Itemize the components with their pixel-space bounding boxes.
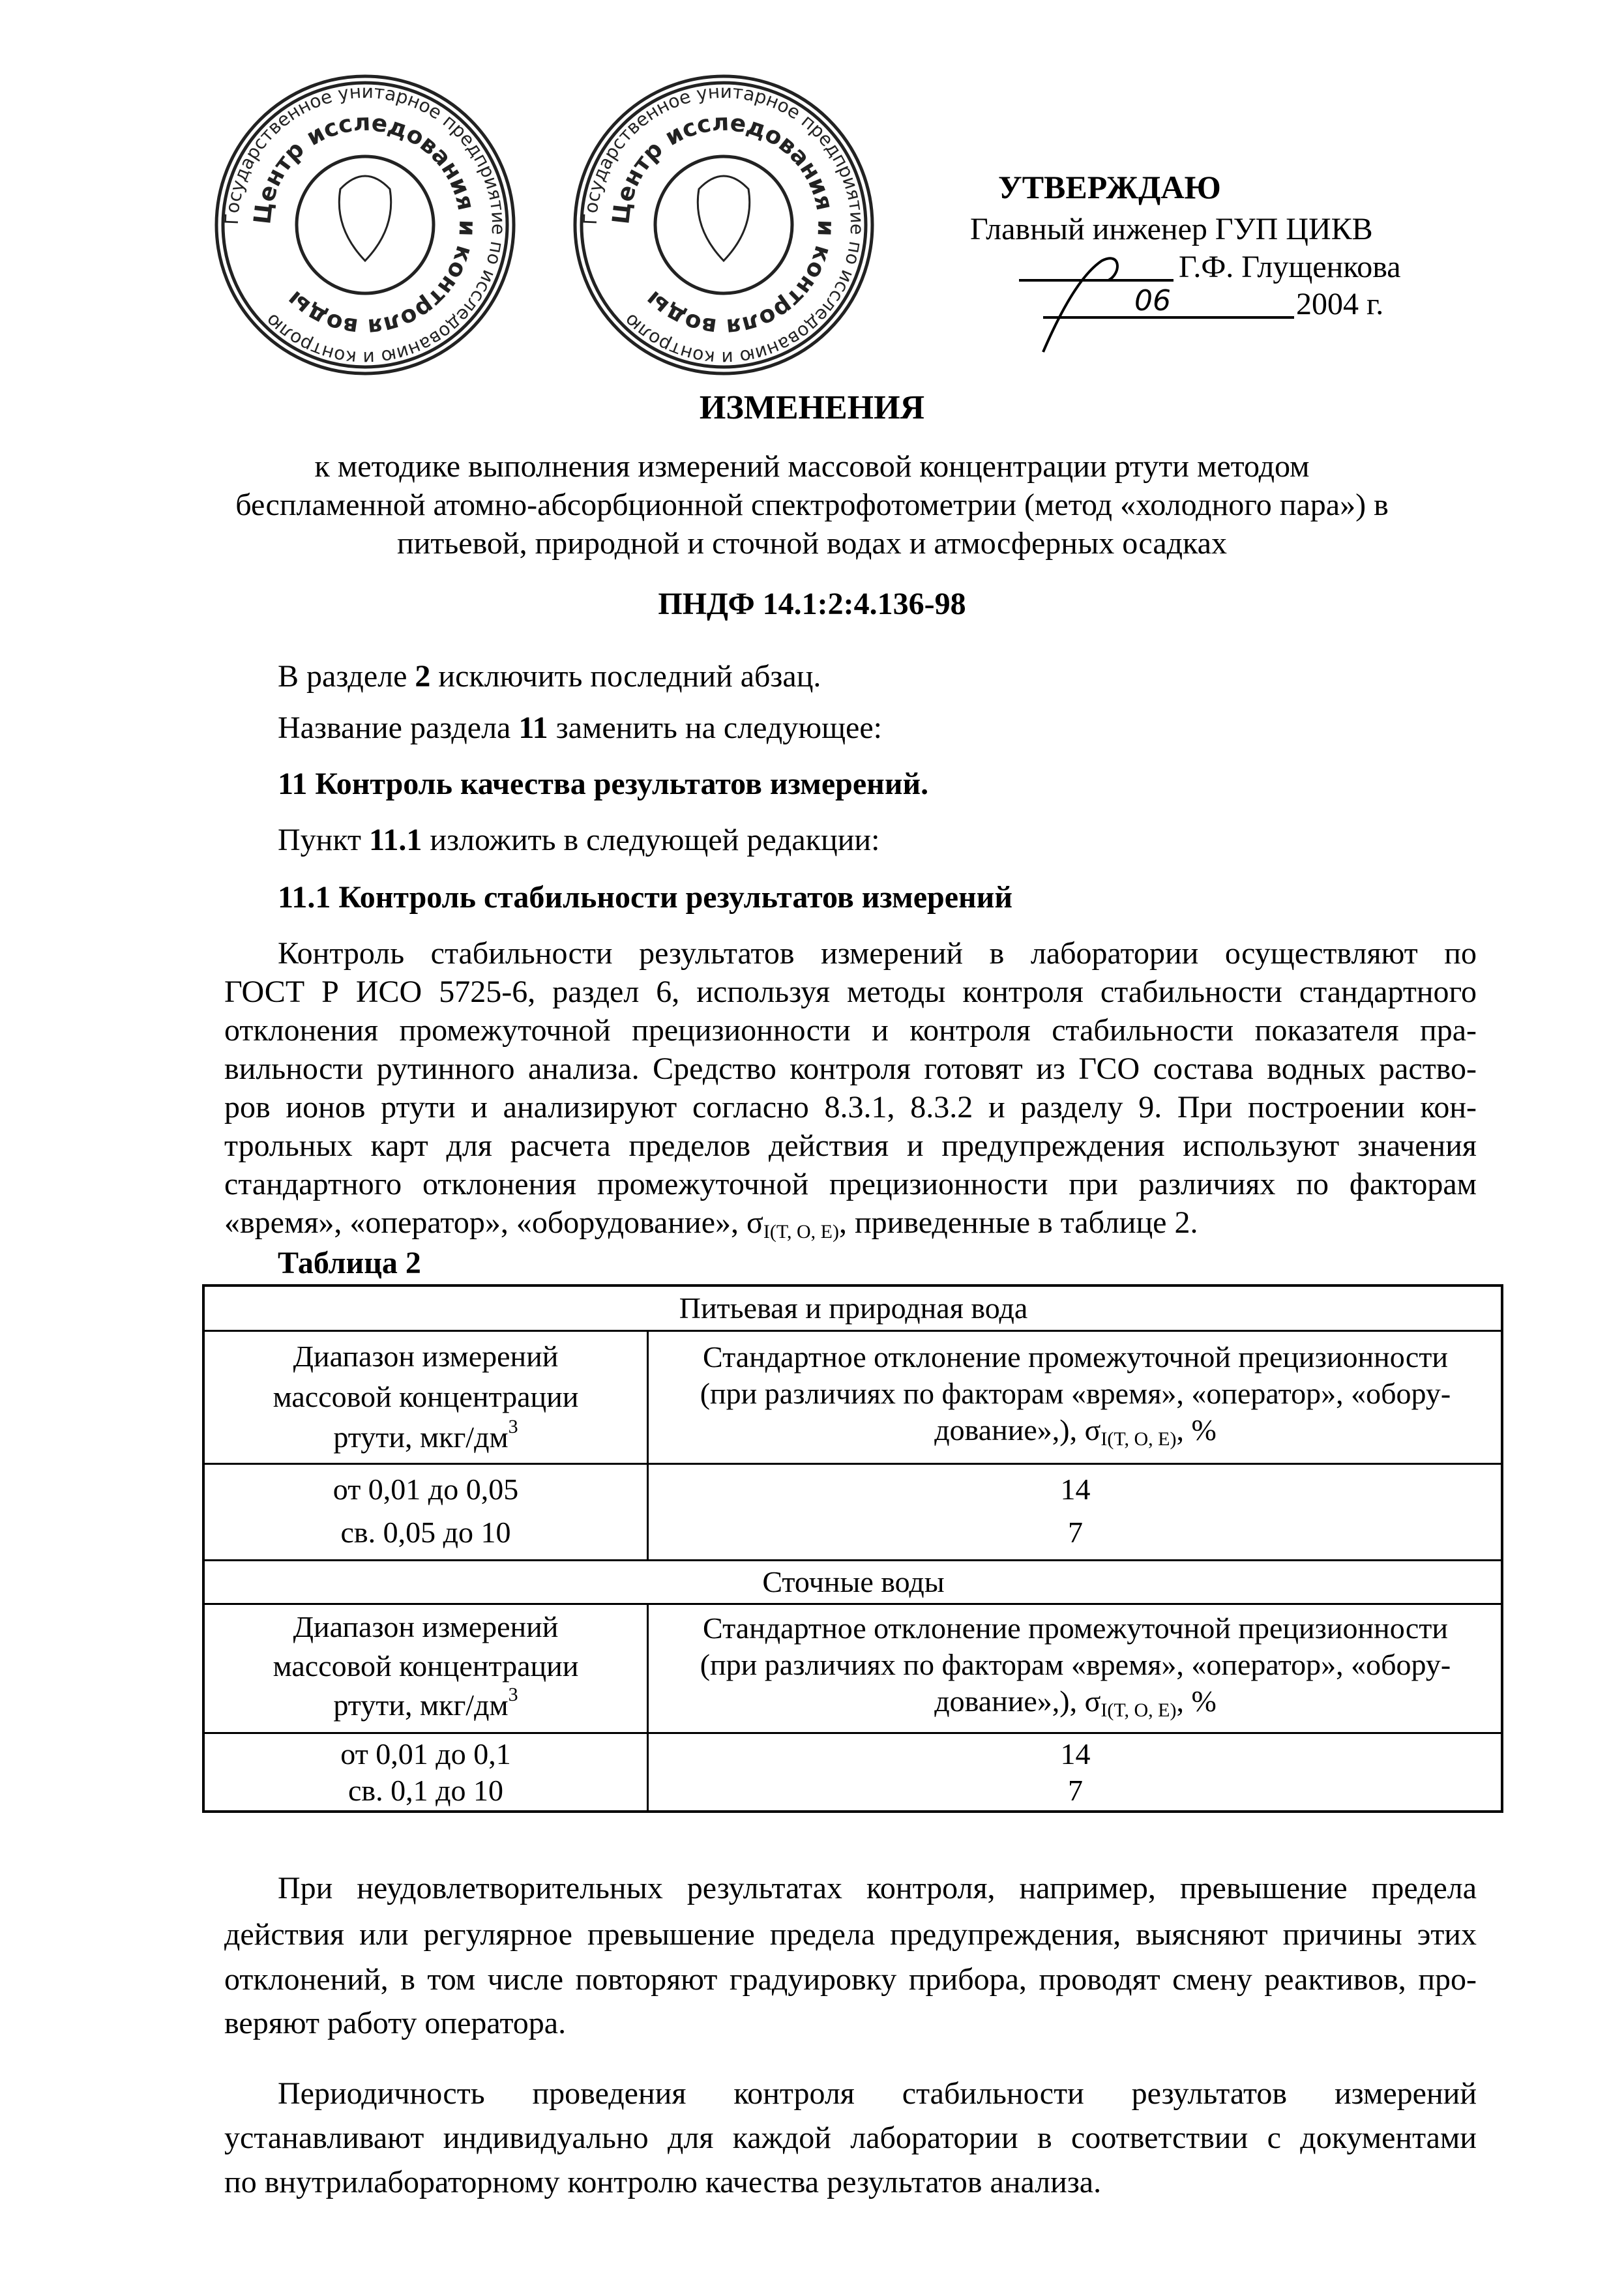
divider [205, 1330, 1501, 1332]
paragraph-line: вильности рутинного анализа. Средство контроля готовят из ГСО состава водных раство- [224, 1051, 1477, 1086]
subtitle-line: питьевой, природной и сточной водах и атмосферных осадках [397, 526, 1227, 561]
section-11-1-title: 11.1 Контроль стабильности результатов измерений [278, 880, 1012, 915]
col1-header: Диапазон измерений массовой концентрации ртути, мкг/$дм^3$ [273, 1610, 579, 1722]
table-row: от 0,01 до 0,05 св. 0,05 до 10 [332, 1473, 519, 1549]
paragraph-line: Периодичность проведения контроля стабильности результатов измерений [278, 2076, 1477, 2111]
signature [1043, 258, 1117, 352]
stamp-2-inner-text: Центр исследования и контроля воды [608, 109, 840, 341]
stamp-1-inner-text: Центр исследования и контроля воды [249, 109, 481, 341]
approval-title: УТВЕРЖДАЮ [998, 169, 1221, 205]
table-2 [202, 1284, 1503, 1813]
paragraph-line: веряют работу оператора. [224, 2006, 567, 2040]
paragraph-line: устанавливают индивидуально для каждой лаборатории в соответствии с документами [224, 2121, 1477, 2155]
approval-name: Г.Ф. Глущенкова [1179, 250, 1401, 284]
paragraph-line: трольных карт для расчета пределов действия и предупреждения используют значения [224, 1128, 1477, 1163]
paragraph-line: ГОСТ Р ИСО 5725-6, раздел 6, используя методы контроля стабильности стандартного [224, 975, 1477, 1009]
approval-position: Главный инженер ГУП ЦИКВ [970, 212, 1373, 246]
table-row: от 0,01 до 0,1 св. 0,1 до 10 [340, 1737, 511, 1807]
svg-text:Центр исследования и контроля [608, 110, 839, 341]
stamp-1-outer-text: Государственное унитарное предприятие по исследованию и контролю [220, 80, 510, 370]
stamp-2-outer-text: Государственное унитарное предприятие по исследованию и контролю [579, 80, 868, 370]
instruction-1: В разделе 2 исключить последний абзац. [278, 659, 821, 694]
table-section-title: Сточные воды [762, 1565, 945, 1598]
divider [205, 1463, 1501, 1465]
subtitle-line: к методике выполнения измерений массовой концентрации ртути методом [314, 449, 1310, 484]
section-11-title: 11 Контроль качества результатов измерений. [278, 767, 929, 801]
table-row: 14 7 [1060, 1473, 1091, 1549]
divider [205, 1732, 1501, 1734]
paragraph-line: ров ионов ртути и анализируют согласно 8.3.1, 8.3.2 и разделу 9. При построении кон- [224, 1090, 1477, 1124]
paragraph-line: При неудовлетворительных результатах контроля, например, превышение предела [278, 1871, 1477, 1905]
paragraph-line: Контроль стабильности результатов измерений в лаборатории осуществляют по [278, 936, 1477, 971]
table-caption: Таблица 2 [278, 1246, 421, 1280]
paragraph-line: действия или регулярное превышение предела предупреждения, выясняют причины этих [224, 1917, 1477, 1952]
col1-header: Диапазон измерений массовой концентрации ртути, мкг/$дм^3$ [273, 1340, 579, 1454]
subtitle-line: беспламенной атомно-абсорбционной спектрофотометрии (метод «холодного пара») в [235, 488, 1389, 522]
approval-date-handwritten: 06 [1134, 284, 1171, 317]
approval-year: 2004 г. [1296, 287, 1384, 321]
paragraph-line: «время», «оператор», «оборудование», $\sigma_{I(T, O, E)}$, приведенные в таблице 2. [224, 1205, 1198, 1242]
paragraph-line: по внутрилабораторному контролю качества результатов анализа. [224, 2165, 1102, 2199]
table-row: 14 7 [1060, 1737, 1091, 1807]
svg-text:Центр исследования и контроля [249, 110, 480, 341]
paragraph-line: отклонений, в том числе повторяют градуировку прибора, проводят смену реактивов, про- [224, 1962, 1477, 1997]
col2-header: Стандартное отклонение промежуточной прецизионности (при различиях по факторам «время», «оператор», «обору- дование»,), $\sigma_{I(T, O, E)}$, % [700, 1340, 1451, 1450]
document-heading: ИЗМЕНЕНИЯ [699, 389, 925, 426]
instruction-2: Название раздела 11 заменить на следующее: [278, 711, 882, 745]
col2-header: Стандартное отклонение промежуточной прецизионности (при различиях по факторам «время», «оператор», «обору- дование»,), $\sigma_{I(T, O, E)}$, % [700, 1611, 1451, 1721]
paragraph-line: отклонения промежуточной прецизионности и контроля стабильности показателя пра- [224, 1013, 1477, 1048]
instruction-3: Пункт 11.1 изложить в следующей редакции: [278, 823, 880, 857]
table-section-title: Питьевая и природная вода [679, 1291, 1028, 1325]
document-code: ПНДФ 14.1:2:4.136-98 [658, 587, 966, 621]
paragraph-line: стандартного отклонения промежуточной прецизионности при различиях по факторам [224, 1167, 1477, 1201]
